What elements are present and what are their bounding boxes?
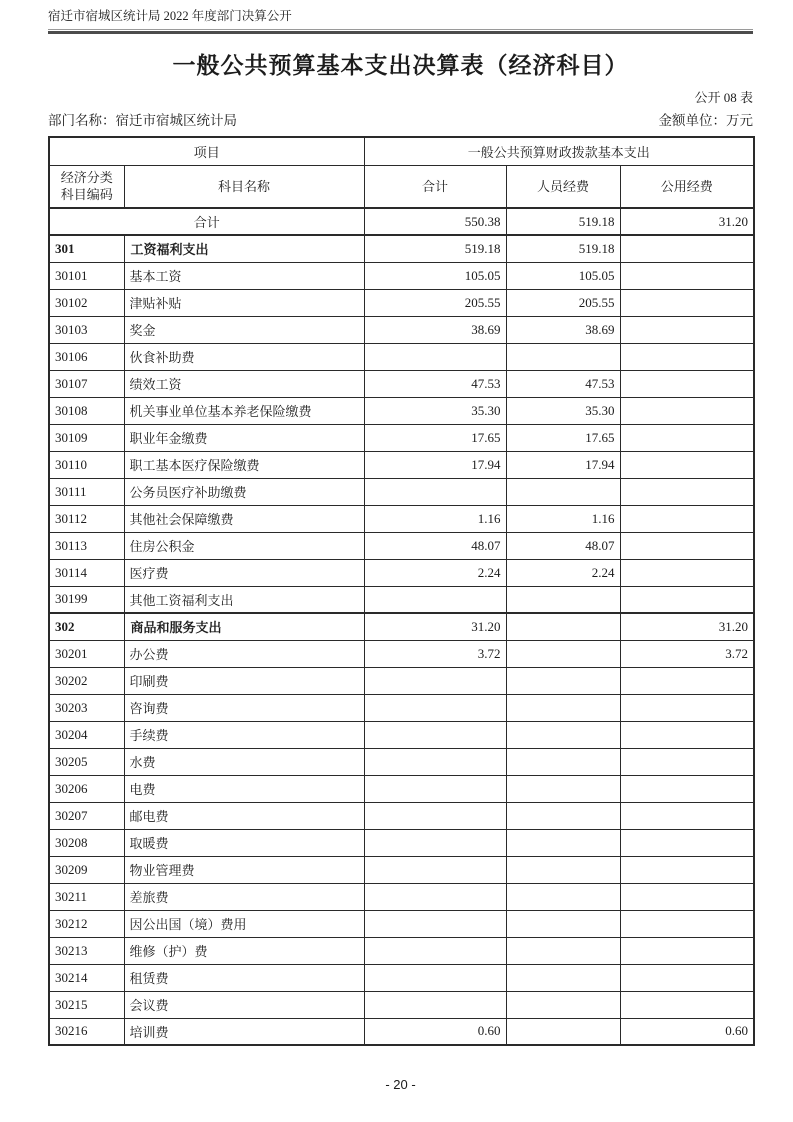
cell-code: 30111	[49, 478, 124, 505]
cell-personnel-amount	[506, 775, 620, 802]
cell-subject-name: 职工基本医疗保险缴费	[124, 451, 364, 478]
cell-public-amount: 31.20	[620, 613, 754, 640]
cell-total-amount	[364, 478, 506, 505]
table-row	[49, 424, 754, 451]
table-row	[49, 856, 754, 883]
cell-subject-name: 邮电费	[124, 802, 364, 829]
table-row	[49, 559, 754, 586]
table-row	[49, 883, 754, 910]
cell-public-amount	[620, 991, 754, 1018]
cell-code: 302	[49, 613, 124, 640]
cell-public-amount	[620, 505, 754, 532]
cell-subject-name: 商品和服务支出	[124, 613, 364, 640]
cell-code: 30202	[49, 667, 124, 694]
cell-public-amount	[620, 397, 754, 424]
cell-subject-name: 津贴补贴	[124, 289, 364, 316]
cell-subject-name: 维修（护）费	[124, 937, 364, 964]
page-number: - 20 -	[385, 1077, 416, 1092]
cell-total-amount	[364, 586, 506, 613]
department-name: 部门名称：宿迁市宿城区统计局	[48, 113, 237, 128]
cell-total-amount	[364, 721, 506, 748]
cell-total-amount: 35.30	[364, 397, 506, 424]
table-row	[49, 829, 754, 856]
cell-code: 30201	[49, 640, 124, 667]
table-row	[49, 586, 754, 613]
cell-total-amount: 17.65	[364, 424, 506, 451]
table-row	[49, 964, 754, 991]
cell-subject-name: 电费	[124, 775, 364, 802]
cell-subject-name: 会议费	[124, 991, 364, 1018]
cell-public-amount	[620, 424, 754, 451]
cell-public-amount	[620, 775, 754, 802]
cell-subject-name: 咨询费	[124, 694, 364, 721]
table-number: 公开 08 表	[694, 90, 753, 105]
cell-code: 30213	[49, 937, 124, 964]
column-header-total: 合计	[364, 165, 506, 208]
cell-public-amount	[620, 370, 754, 397]
table-row	[49, 667, 754, 694]
column-header-code-line2: 科目编码	[60, 187, 113, 203]
cell-total-amount	[364, 748, 506, 775]
cell-code: 30110	[49, 451, 124, 478]
cell-total-label: 合计	[49, 208, 364, 235]
cell-personnel-amount	[506, 937, 620, 964]
table-row	[49, 1018, 754, 1045]
cell-public-amount	[620, 532, 754, 559]
table-row	[49, 910, 754, 937]
cell-personnel-amount	[506, 640, 620, 667]
cell-code: 30108	[49, 397, 124, 424]
cell-code: 30212	[49, 910, 124, 937]
cell-code: 30214	[49, 964, 124, 991]
table-row	[49, 208, 754, 235]
cell-public-amount	[620, 910, 754, 937]
table-header-row-2	[49, 165, 754, 208]
cell-personnel-amount	[506, 586, 620, 613]
cell-public-amount: 31.20	[620, 208, 754, 235]
table-row	[49, 937, 754, 964]
table-row	[49, 775, 754, 802]
column-header-public: 公用经费	[620, 165, 754, 208]
cell-code: 30209	[49, 856, 124, 883]
table-row	[49, 532, 754, 559]
cell-total-amount	[364, 856, 506, 883]
cell-subject-name: 基本工资	[124, 262, 364, 289]
cell-subject-name: 绩效工资	[124, 370, 364, 397]
table-row	[49, 613, 754, 640]
cell-subject-name: 其他工资福利支出	[124, 586, 364, 613]
cell-total-amount: 105.05	[364, 262, 506, 289]
table-row	[49, 721, 754, 748]
table-row	[49, 694, 754, 721]
cell-code: 301	[49, 235, 124, 262]
table-header-row-1	[49, 137, 754, 165]
cell-public-amount	[620, 829, 754, 856]
cell-code: 30103	[49, 316, 124, 343]
page-header	[48, 8, 753, 30]
cell-code: 30216	[49, 1018, 124, 1045]
cell-code: 30113	[49, 532, 124, 559]
table-row	[49, 262, 754, 289]
cell-code: 30106	[49, 343, 124, 370]
cell-public-amount	[620, 937, 754, 964]
cell-personnel-amount	[506, 343, 620, 370]
cell-public-amount	[620, 748, 754, 775]
cell-total-amount	[364, 802, 506, 829]
cell-personnel-amount	[506, 802, 620, 829]
cell-personnel-amount	[506, 991, 620, 1018]
cell-public-amount	[620, 289, 754, 316]
cell-personnel-amount	[506, 829, 620, 856]
cell-total-amount	[364, 964, 506, 991]
cell-personnel-amount: 17.94	[506, 451, 620, 478]
cell-code: 30204	[49, 721, 124, 748]
cell-subject-name: 物业管理费	[124, 856, 364, 883]
column-header-name: 科目名称	[124, 165, 364, 208]
cell-public-amount	[620, 694, 754, 721]
cell-personnel-amount	[506, 964, 620, 991]
table-row	[49, 505, 754, 532]
cell-personnel-amount: 48.07	[506, 532, 620, 559]
cell-subject-name: 租赁费	[124, 964, 364, 991]
table-row	[49, 235, 754, 262]
cell-subject-name: 因公出国（境）费用	[124, 910, 364, 937]
cell-total-amount: 17.94	[364, 451, 506, 478]
cell-personnel-amount: 1.16	[506, 505, 620, 532]
cell-code: 30215	[49, 991, 124, 1018]
cell-public-amount	[620, 964, 754, 991]
cell-subject-name: 住房公积金	[124, 532, 364, 559]
cell-code: 30206	[49, 775, 124, 802]
amount-unit: 金额单位：万元	[658, 113, 753, 128]
column-header-code-line1: 经济分类	[60, 170, 113, 186]
table-row	[49, 478, 754, 505]
cell-personnel-amount	[506, 748, 620, 775]
cell-public-amount	[620, 883, 754, 910]
cell-code: 30207	[49, 802, 124, 829]
cell-total-amount: 3.72	[364, 640, 506, 667]
cell-code: 30211	[49, 883, 124, 910]
cell-subject-name: 差旅费	[124, 883, 364, 910]
column-header-personnel: 人员经费	[506, 165, 620, 208]
cell-public-amount: 0.60	[620, 1018, 754, 1045]
cell-total-amount	[364, 883, 506, 910]
cell-total-amount: 205.55	[364, 289, 506, 316]
cell-personnel-amount: 105.05	[506, 262, 620, 289]
cell-public-amount: 3.72	[620, 640, 754, 667]
cell-code: 30107	[49, 370, 124, 397]
cell-code: 30199	[49, 586, 124, 613]
table-head	[49, 137, 754, 208]
cell-subject-name: 奖金	[124, 316, 364, 343]
cell-code: 30203	[49, 694, 124, 721]
meta-row	[48, 111, 753, 130]
cell-total-amount	[364, 667, 506, 694]
cell-public-amount	[620, 451, 754, 478]
table-row	[49, 640, 754, 667]
cell-total-amount	[364, 694, 506, 721]
cell-subject-name: 办公费	[124, 640, 364, 667]
table-body	[49, 208, 754, 1045]
cell-total-amount	[364, 343, 506, 370]
cell-subject-name: 培训费	[124, 1018, 364, 1045]
table-row	[49, 748, 754, 775]
cell-code: 30102	[49, 289, 124, 316]
cell-personnel-amount: 38.69	[506, 316, 620, 343]
cell-personnel-amount	[506, 856, 620, 883]
cell-total-amount	[364, 910, 506, 937]
cell-public-amount	[620, 235, 754, 262]
cell-total-amount: 550.38	[364, 208, 506, 235]
cell-subject-name: 手续费	[124, 721, 364, 748]
cell-personnel-amount: 2.24	[506, 559, 620, 586]
cell-personnel-amount	[506, 721, 620, 748]
table-row	[49, 370, 754, 397]
cell-subject-name: 职业年金缴费	[124, 424, 364, 451]
budget-table	[48, 136, 755, 1046]
header-cell-group: 一般公共预算财政拨款基本支出	[364, 137, 754, 165]
cell-total-amount	[364, 937, 506, 964]
table-row	[49, 802, 754, 829]
cell-personnel-amount	[506, 883, 620, 910]
cell-total-amount: 519.18	[364, 235, 506, 262]
cell-total-amount: 2.24	[364, 559, 506, 586]
cell-code: 30112	[49, 505, 124, 532]
cell-public-amount	[620, 586, 754, 613]
cell-personnel-amount: 17.65	[506, 424, 620, 451]
cell-total-amount: 38.69	[364, 316, 506, 343]
cell-total-amount	[364, 775, 506, 802]
cell-subject-name: 其他社会保障缴费	[124, 505, 364, 532]
cell-total-amount: 0.60	[364, 1018, 506, 1045]
cell-public-amount	[620, 856, 754, 883]
cell-subject-name: 机关事业单位基本养老保险缴费	[124, 397, 364, 424]
table-row	[49, 289, 754, 316]
page-header-text: 宿迁市宿城区统计局 2022 年度部门决算公开	[48, 9, 292, 23]
cell-public-amount	[620, 262, 754, 289]
cell-total-amount	[364, 991, 506, 1018]
cell-personnel-amount	[506, 694, 620, 721]
cell-code: 30114	[49, 559, 124, 586]
cell-personnel-amount	[506, 667, 620, 694]
cell-subject-name: 取暖费	[124, 829, 364, 856]
cell-public-amount	[620, 478, 754, 505]
table-row	[49, 316, 754, 343]
page-title: 一般公共预算基本支出决算表（经济科目）	[172, 53, 629, 78]
cell-personnel-amount	[506, 613, 620, 640]
cell-public-amount	[620, 721, 754, 748]
cell-personnel-amount: 35.30	[506, 397, 620, 424]
cell-total-amount: 47.53	[364, 370, 506, 397]
column-header-code	[49, 165, 124, 208]
cell-subject-name: 工资福利支出	[124, 235, 364, 262]
cell-subject-name: 水费	[124, 748, 364, 775]
cell-total-amount: 31.20	[364, 613, 506, 640]
cell-total-amount	[364, 829, 506, 856]
cell-public-amount	[620, 802, 754, 829]
header-rule	[48, 31, 753, 34]
cell-personnel-amount: 205.55	[506, 289, 620, 316]
cell-code: 30101	[49, 262, 124, 289]
cell-personnel-amount: 519.18	[506, 208, 620, 235]
cell-public-amount	[620, 667, 754, 694]
cell-code: 30205	[49, 748, 124, 775]
cell-subject-name: 公务员医疗补助缴费	[124, 478, 364, 505]
table-row	[49, 343, 754, 370]
cell-personnel-amount: 47.53	[506, 370, 620, 397]
table-row	[49, 991, 754, 1018]
cell-public-amount	[620, 316, 754, 343]
cell-personnel-amount	[506, 478, 620, 505]
cell-subject-name: 医疗费	[124, 559, 364, 586]
table-row	[49, 451, 754, 478]
cell-subject-name: 印刷费	[124, 667, 364, 694]
cell-subject-name: 伙食补助费	[124, 343, 364, 370]
table-row	[49, 397, 754, 424]
cell-total-amount: 48.07	[364, 532, 506, 559]
cell-public-amount	[620, 343, 754, 370]
cell-personnel-amount	[506, 1018, 620, 1045]
cell-total-amount: 1.16	[364, 505, 506, 532]
cell-code: 30208	[49, 829, 124, 856]
header-cell-item: 项目	[49, 137, 364, 165]
cell-personnel-amount	[506, 910, 620, 937]
cell-code: 30109	[49, 424, 124, 451]
cell-personnel-amount: 519.18	[506, 235, 620, 262]
cell-public-amount	[620, 559, 754, 586]
